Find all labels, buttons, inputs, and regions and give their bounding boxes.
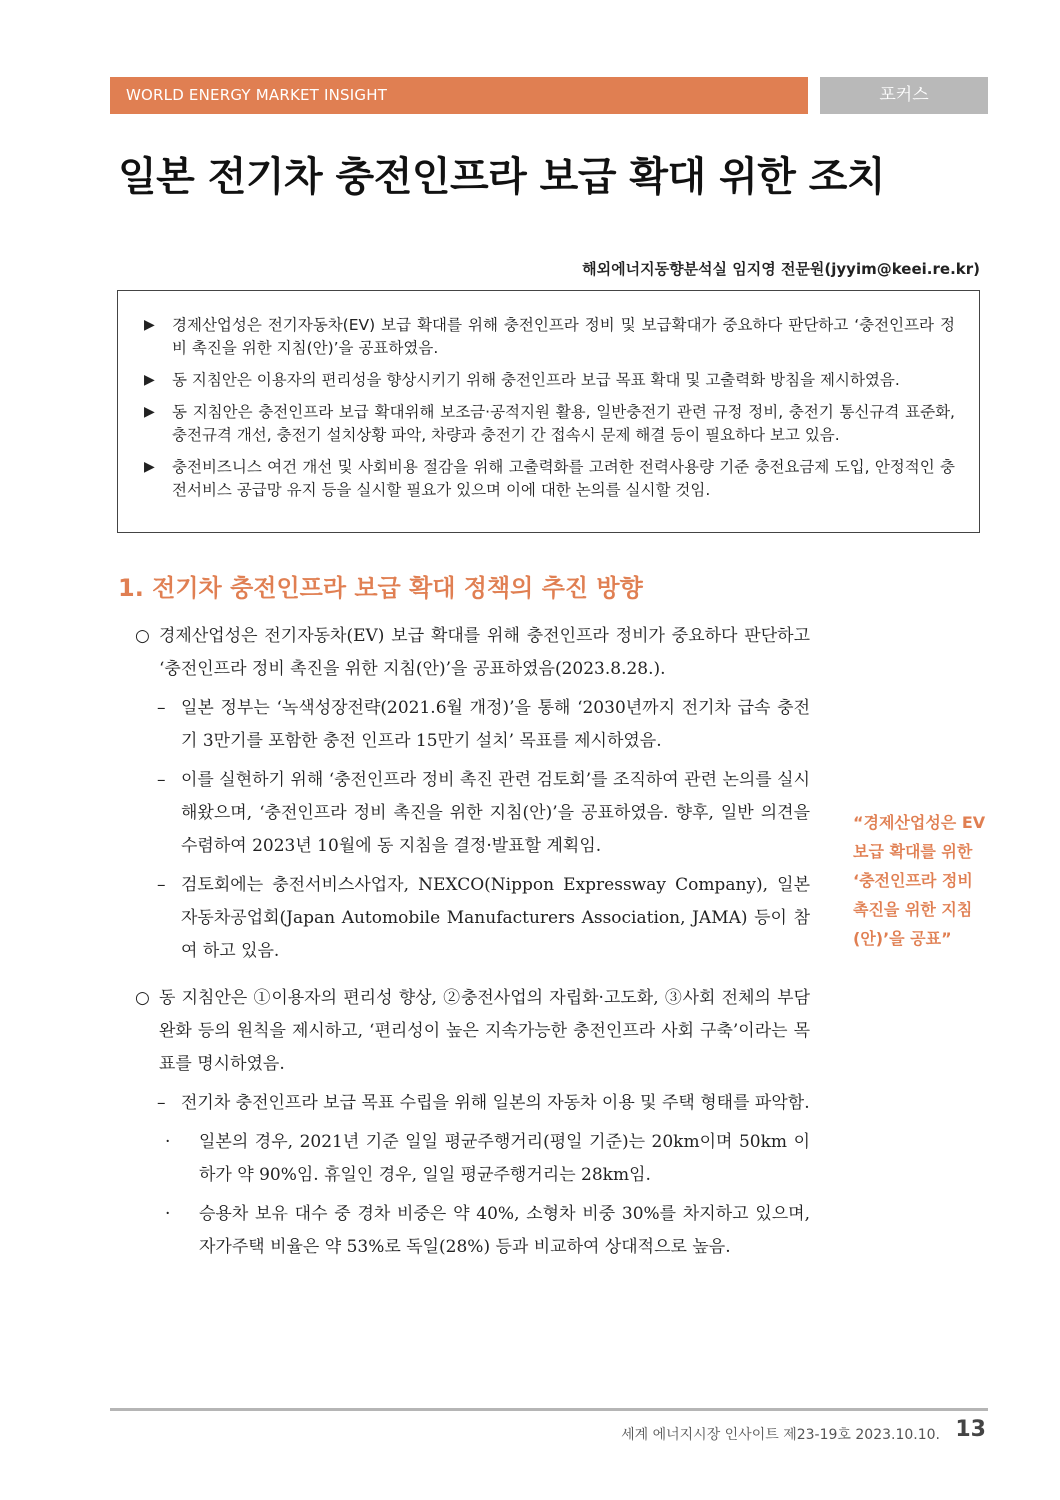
paragraph-text: 승용차 보유 대수 중 경차 비중은 약 40%, 소형차 비중 30%를 차지하고 있으며, 자가주택 비율은 약 53%로 독일(28%) 등과 비교하여 상대적으로 높음. [199,1204,810,1257]
summary-box [117,290,980,533]
header-tab-focus [820,77,988,114]
dash-bullet-icon: – [157,698,166,718]
summary-text: 동 지침안은 충전인프라 보급 확대위해 보조금·공적지원 활용, 일반충전기 관련 규정 정비, 충전기 통신규격 표준화, 충전규격 개선, 충전기 설치상황 파악, 차량과 충전기 간 접속시 문제 해결 등이 필요하다 보고 있음. [172,403,955,444]
summary-text: 충전비즈니스 여건 개선 및 사회비용 절감을 위해 고출력화를 고려한 전력사용량 기준 충전요금제 도입, 안정적인 충전서비스 공급망 유지 등을 실시할 필요가 있으며 이에 대한 논의를 실시할 것임. [172,458,955,499]
paragraph-text: 이를 실현하기 위해 ‘충전인프라 정비 촉진 관련 검토회’를 조직하여 관련 논의를 실시해왔으며, ‘충전인프라 정비 촉진을 위한 지침(안)’을 공표하였음. 향후, 일반 의견을 수렴하여 2023년 10월에 동 지침을 결정·발표할 계획임. [181,770,810,856]
summary-item [144,456,955,502]
body-column [135,620,810,1270]
dot-bullet-icon: · [165,1132,171,1152]
triangle-bullet-icon: ▶ [144,317,155,333]
triangle-bullet-icon: ▶ [144,372,155,388]
dash-paragraph [135,869,810,968]
dash-paragraph [135,1087,810,1120]
circle-bullet-icon: ○ [135,626,150,646]
summary-item [144,369,955,392]
dot-paragraph [135,1126,810,1192]
header-label: WORLD ENERGY MARKET INSIGHT [126,86,388,104]
paragraph-text: 경제산업성은 전기자동차(EV) 보급 확대를 위해 충전인프라 정비가 중요하다 판단하고 ‘충전인프라 정비 촉진을 위한 지침(안)’을 공표하였음(2023.8.28.). [159,626,810,679]
dash-bullet-icon: – [157,875,166,895]
triangle-bullet-icon: ▶ [144,459,155,475]
header-bar [110,77,808,114]
paragraph-text: 동 지침안은 ①이용자의 편리성 향상, ②충전사업의 자립화·고도화, ③사회 전체의 부담 완화 등의 원칙을 제시하고, ‘편리성이 높은 지속가능한 충전인프라 사회 구축’이라는 목표를 명시하였음. [159,988,810,1074]
summary-item [144,314,955,360]
dot-paragraph [135,1198,810,1264]
paragraph-text: 검토회에는 충전서비스사업자, NEXCO(Nippon Expressway Company), 일본 자동차공업회(Japan Automobile Manufacturers Association, JAMA) 등이 참여 하고 있음. [181,875,810,961]
dash-paragraph [135,692,810,758]
page-number: 13 [955,1417,986,1442]
section-heading: 1. 전기차 충전인프라 보급 확대 정책의 추진 방향 [118,574,643,602]
paragraph-text: 전기차 충전인프라 보급 목표 수립을 위해 일본의 자동차 이용 및 주택 형태를 파악함. [181,1093,810,1113]
paragraph-text: 일본의 경우, 2021년 기준 일일 평균주행거리(평일 기준)는 20km이며 50km 이하가 약 90%임. 휴일인 경우, 일일 평균주행거리는 28km임. [199,1132,810,1185]
dash-paragraph [135,764,810,863]
dash-bullet-icon: – [157,770,166,790]
paragraph-text: 일본 정부는 ‘녹색성장전략(2021.6월 개정)’을 통해 ‘2030년까지 전기차 급속 충전기 3만기를 포함한 충전 인프라 15만기 설치’ 목표를 제시하였음. [181,698,810,751]
summary-item [144,401,955,447]
dot-bullet-icon: · [165,1204,171,1224]
circle-paragraph [135,982,810,1081]
circle-paragraph [135,620,810,686]
footer-publication: 세계 에너지시장 인사이트 제23-19호 2023.10.10. [621,1427,940,1443]
author-line: 해외에너지동향분석실 임지영 전문원(jyyim@keei.re.kr) [582,260,980,278]
header-tab-label: 포커스 [879,85,929,105]
dash-bullet-icon: – [157,1093,166,1113]
footer-divider [110,1408,988,1411]
triangle-bullet-icon: ▶ [144,404,155,420]
side-pull-quote: “경제산업성은 EV 보급 확대를 위한 ‘충전인프라 정비 촉진을 위한 지침(안)’을 공표” [853,813,986,948]
summary-text: 경제산업성은 전기자동차(EV) 보급 확대를 위해 충전인프라 정비 및 보급확대가 중요하다 판단하고 ‘충전인프라 정비 촉진을 위한 지침(안)’을 공표하였음. [172,316,955,357]
page-title: 일본 전기차 충전인프라 보급 확대 위한 조치 [118,154,886,200]
circle-bullet-icon: ○ [135,988,150,1008]
summary-text: 동 지침안은 이용자의 편리성을 향상시키기 위해 충전인프라 보급 목표 확대 및 고출력화 방침을 제시하였음. [172,371,900,389]
